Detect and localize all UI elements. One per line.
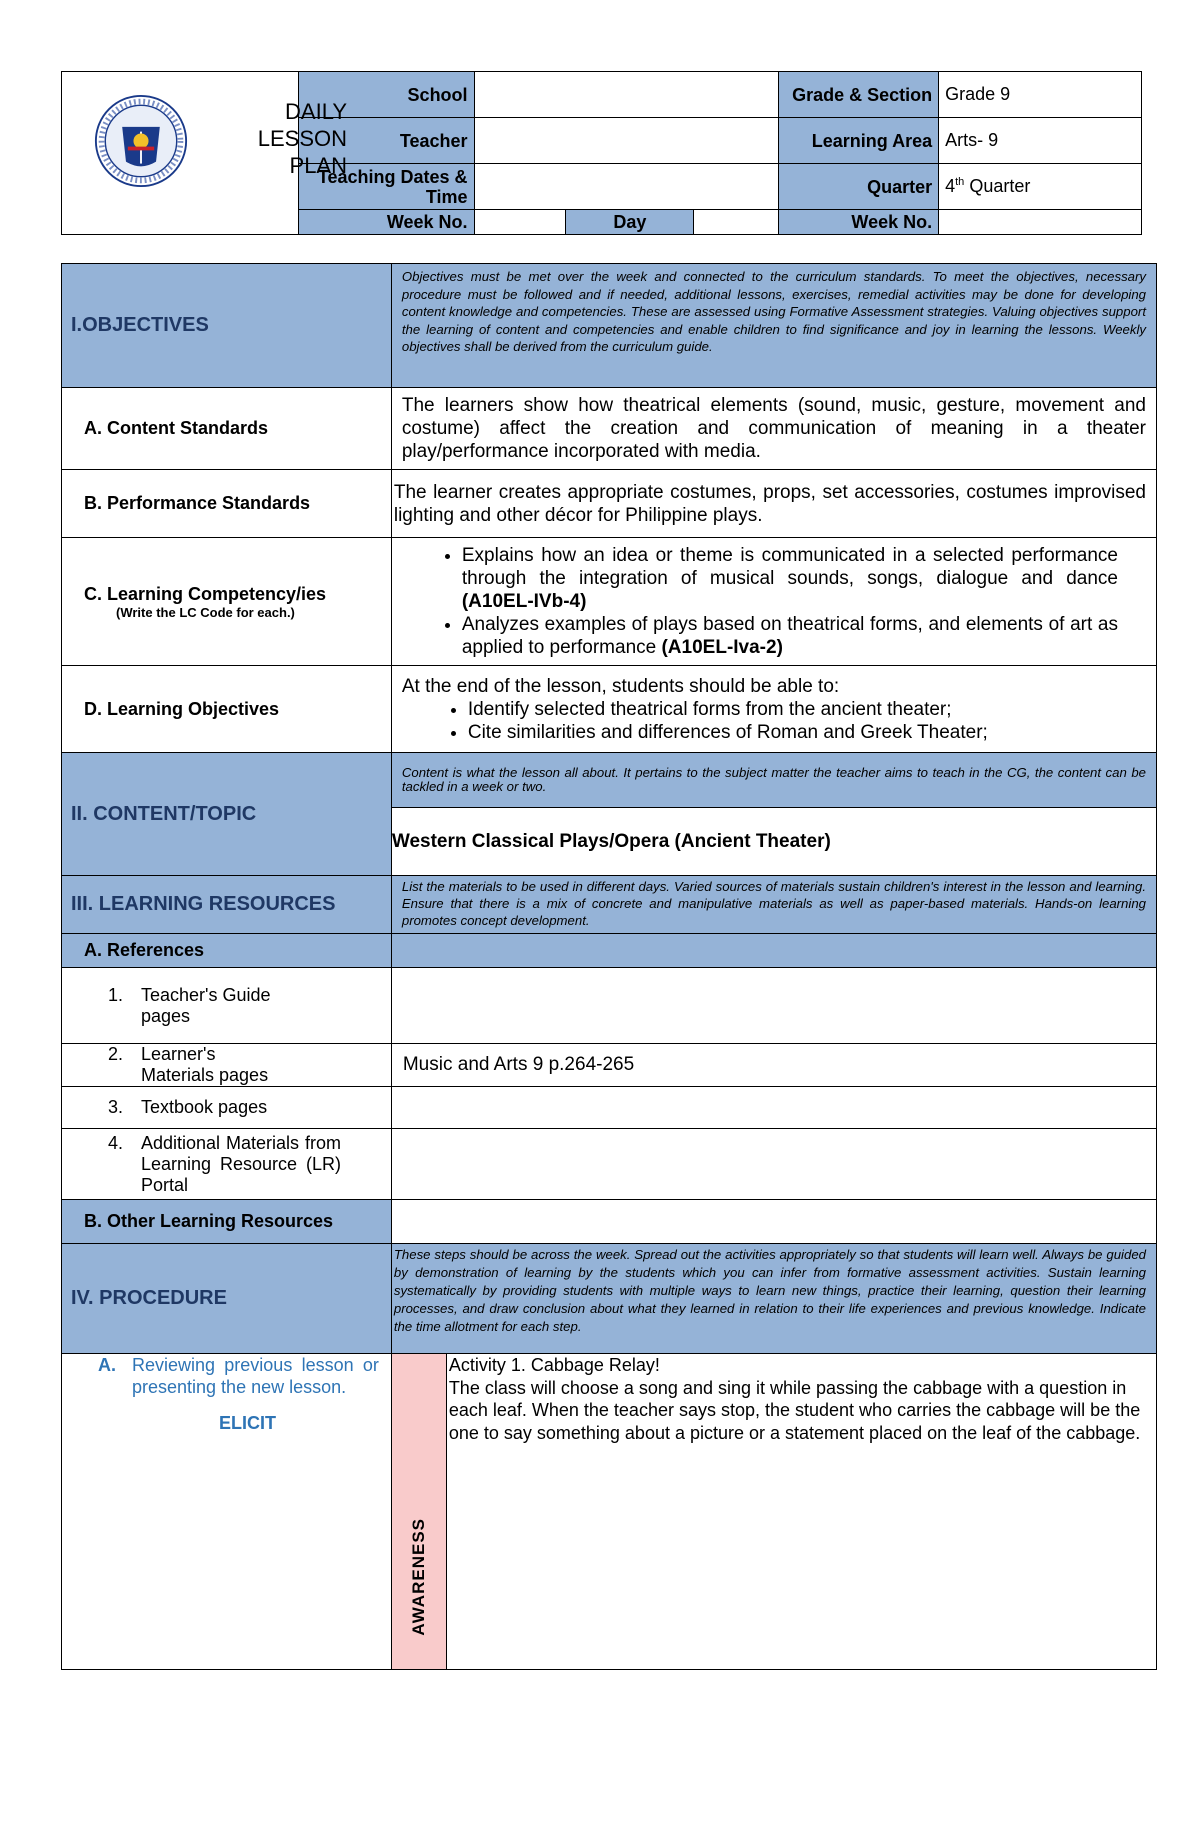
- references-value: [391, 934, 1156, 968]
- reference-label: Teacher's Guide pages: [141, 984, 271, 1026]
- reference-item-3: [62, 1087, 392, 1129]
- reference-num: 4.: [108, 1132, 124, 1153]
- quarter-word: Quarter: [964, 176, 1031, 196]
- grade-section-value: Grade 9: [939, 72, 1142, 118]
- activity-text: The class will choose a song and sing it while passing the cabbage with a question in each leaf. When the teacher says stop, the student who carries the cabbage will be the one to say something about a picture or a statement placed on the leaf of the cabbage.: [448, 1377, 1141, 1443]
- procedure-step: [98, 1354, 379, 1398]
- references-label: A. References: [62, 934, 392, 968]
- reference-label: Additional Materials from Learning Resource (LR) Portal: [141, 1132, 341, 1195]
- procedure-heading: IV. PROCEDURE: [62, 1244, 392, 1354]
- activity-title: Activity 1. Cabbage Relay!: [448, 1355, 660, 1375]
- content-note: Content is what the lesson all about. It pertains to the subject matter the teacher aims to teach in the CG, the content can be tackled in a week or two.: [391, 753, 1156, 808]
- reference-value-4: [391, 1129, 1156, 1200]
- title-line-1: DAILY: [285, 99, 347, 124]
- competency-list: [402, 544, 1118, 659]
- procedure-step-label: Reviewing previous lesson or presenting the new lesson.: [132, 1355, 379, 1397]
- logo-cell: [62, 72, 347, 235]
- teacher-label: Teacher: [298, 118, 474, 164]
- title-line-2: LESSON: [257, 126, 347, 151]
- content-standards-text: The learners show how theatrical elements (sound, music, gesture, movement and costume) affect the creation and communication of meaning in a theater play/performance incorporated with media.: [391, 388, 1156, 470]
- content-standards-label: A. Content Standards: [62, 388, 392, 470]
- procedure-step-cell: [62, 1354, 392, 1670]
- activity-cell: [446, 1354, 1156, 1670]
- deped-seal-icon: [94, 94, 188, 188]
- competency-item: [462, 544, 1118, 613]
- week-no-label-2: Week No.: [779, 210, 939, 235]
- quarter-value: [939, 164, 1142, 210]
- competency-item: [462, 613, 1118, 659]
- content-topic: Western Classical Plays/Opera (Ancient Theater): [391, 808, 1156, 876]
- teaching-dates-value: [474, 164, 779, 210]
- performance-standards-text: The learner creates appropriate costumes, props, set accessories, costumes improvised lighting and other décor for Philippine plays.: [391, 470, 1156, 538]
- reference-label: Textbook pages: [141, 1097, 268, 1117]
- reference-num: 1.: [108, 984, 124, 1005]
- reference-value-2: Music and Arts 9 p.264-265: [391, 1044, 1156, 1087]
- grade-section-label: Grade & Section: [779, 72, 939, 118]
- reference-value-3: [391, 1087, 1156, 1129]
- learning-area-value: Arts- 9: [939, 118, 1142, 164]
- learning-objective-item: • Identify selected theatrical forms from the ancient theater;: [468, 698, 1146, 721]
- title-line-3: PLAN: [289, 153, 347, 178]
- lesson-table: [61, 263, 1157, 1670]
- objectives-heading: I.OBJECTIVES: [62, 264, 392, 388]
- performance-standards-label: B. Performance Standards: [62, 470, 392, 538]
- quarter-suffix: th: [955, 176, 965, 188]
- procedure-phase: ELICIT: [219, 1413, 276, 1433]
- day-label: Day: [566, 210, 694, 235]
- awareness-cell: [391, 1354, 446, 1670]
- procedure-step-letter: A.: [98, 1355, 116, 1375]
- competency-label: C. Learning Competency/ies: [84, 583, 327, 604]
- competency-code: (A10EL-Iva-2): [661, 637, 783, 658]
- learning-objectives-label: D. Learning Objectives: [62, 666, 392, 753]
- reference-label: Learner's Materials pages: [141, 1044, 269, 1085]
- reference-value-1: [391, 968, 1156, 1044]
- other-resources-label: B. Other Learning Resources: [62, 1200, 392, 1244]
- competency-list-cell: [391, 538, 1156, 666]
- learning-objectives-cell: [391, 666, 1156, 753]
- competency-cell: [62, 538, 392, 666]
- resources-heading: III. LEARNING RESOURCES: [62, 876, 392, 934]
- learning-objectives-intro: At the end of the lesson, students should be able to:: [401, 675, 840, 697]
- competency-text: Analyzes examples of plays based on theatrical forms, and elements of art as applied to performance: [461, 614, 1118, 658]
- teaching-dates-label: Teaching Dates & Time: [298, 164, 474, 210]
- quarter-label: Quarter: [779, 164, 939, 210]
- document-title: [212, 98, 347, 179]
- week-no-value-2: [939, 210, 1142, 235]
- competency-sublabel: (Write the LC Code for each.): [116, 604, 295, 620]
- quarter-number: 4: [945, 176, 956, 196]
- reference-item-2: [62, 1044, 392, 1087]
- learning-area-label: Learning Area: [779, 118, 939, 164]
- competency-text: Explains how an idea or theme is communicated in a selected performance through the integration of musical sounds, songs, dialogue and dance: [461, 545, 1118, 589]
- learning-objectives-list: [402, 698, 1146, 744]
- day-value: [694, 210, 779, 235]
- awareness-label: AWARENESS: [408, 1518, 428, 1636]
- reference-item-1: [62, 968, 392, 1044]
- week-no-label: Week No.: [298, 210, 474, 235]
- resources-note: List the materials to be used in different days. Varied sources of materials sustain children's interest in the lesson and learning. Ensure that there is a mix of concrete and manipulative materials as well as paper-based materials. Hands-on learning promotes concept development.: [391, 876, 1156, 934]
- reference-item-4: [62, 1129, 392, 1200]
- other-resources-value: [391, 1200, 1156, 1244]
- school-value: [474, 72, 779, 118]
- header-table: [61, 71, 1142, 235]
- reference-num: 2.: [108, 1044, 124, 1064]
- procedure-note: These steps should be across the week. Spread out the activities appropriately so that students will learn well. Always be guided by demonstration of learning by the students which you can infer from formative assessment activities. Sustain learning systematically by providing students with multiple ways to learn new things, practice their learning, question their learning processes, and draw conclusion about what they learned in relation to their life experiences and previous knowledge. Indicate the time allotment for each step.: [391, 1244, 1156, 1354]
- competency-code: (A10EL-IVb-4): [461, 591, 587, 612]
- reference-num: 3.: [108, 1097, 124, 1117]
- content-heading: II. CONTENT/TOPIC: [62, 753, 392, 876]
- learning-objective-item: • Cite similarities and differences of Roman and Greek Theater;: [468, 721, 1146, 744]
- teacher-value: [474, 118, 779, 164]
- school-label: School: [298, 72, 474, 118]
- week-no-value: [474, 210, 566, 235]
- objectives-note: Objectives must be met over the week and connected to the curriculum standards. To meet the objectives, necessary procedure must be followed and if needed, additional lessons, exercises, remedial activities may be done for developing content knowledge and competencies. These are assessed using Formative Assessment strategies. Valuing objectives support the learning of content and competencies and enable children to find significance and joy in learning the lessons. Weekly objectives shall be derived from the curriculum guide.: [391, 264, 1156, 388]
